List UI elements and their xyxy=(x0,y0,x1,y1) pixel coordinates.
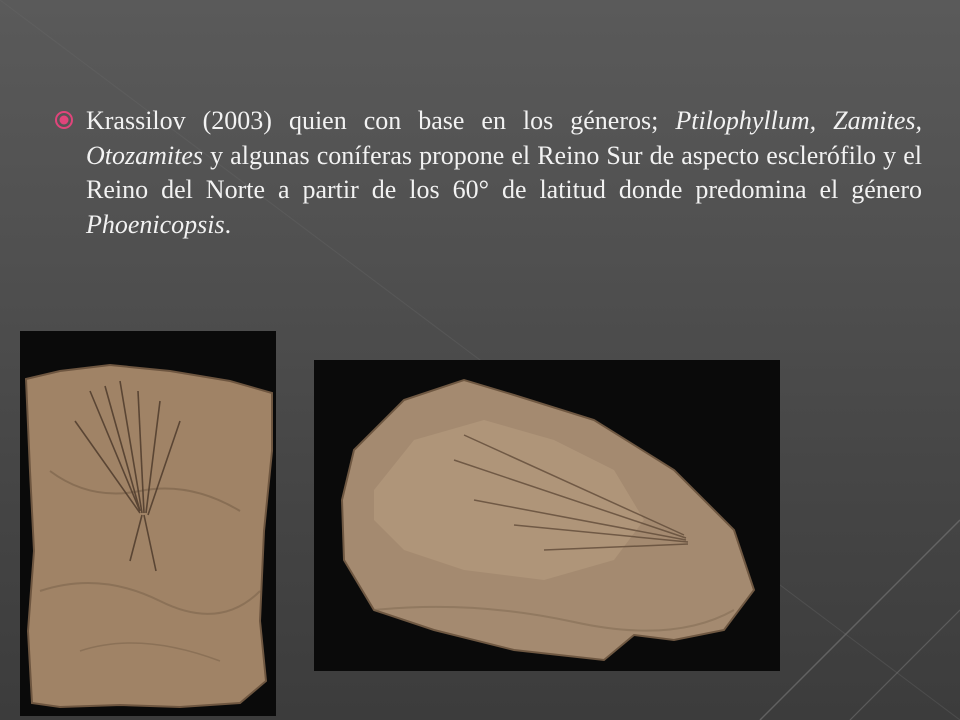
fossil-photo-right xyxy=(314,360,780,671)
fossil-photo-left xyxy=(20,331,276,716)
text-intro: Krassilov (2003) quien con base en los géneros; xyxy=(86,106,659,135)
fossil-slab-image xyxy=(20,331,276,716)
text-period: . xyxy=(224,209,232,239)
genus-phoenicopsis: Phoenicopsis xyxy=(86,209,225,239)
bullet-paragraph xyxy=(54,104,922,242)
genus-otozamites: Otozamites xyxy=(86,140,203,170)
text-body: y algunas coníferas propone el Reino Sur de aspecto esclerófilo y el Reino del Norte a partir de los 60° de latitud donde predomina el género xyxy=(86,140,922,204)
circle-bullet-icon xyxy=(54,110,74,130)
fossil-rock-image xyxy=(314,360,780,671)
bullet-text xyxy=(74,104,922,242)
genus-ptilophyllum-zamites: Ptilophyllum, Zamites, xyxy=(675,106,922,135)
